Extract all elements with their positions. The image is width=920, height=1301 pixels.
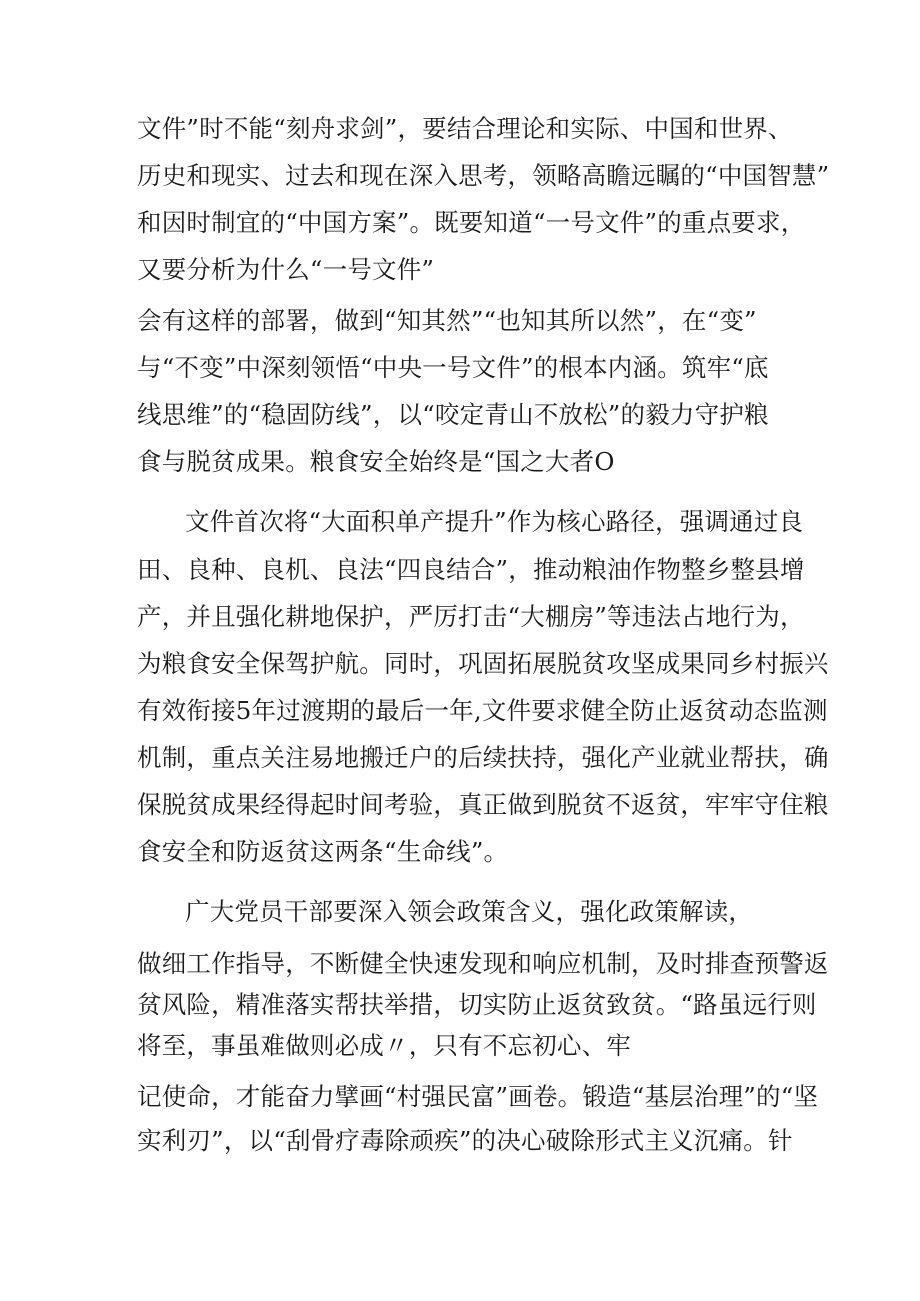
- text-line: 做细工作指导，不断健全快速发现和响应机制，及时排查预警返: [137, 949, 829, 978]
- text-line: 和因时制宜的“中国方案”。既要知道“一号文件”的重点要求，: [137, 208, 806, 237]
- text-line: 为粮食安全保驾护航。同时，巩固拓展脱贫攻坚成果同乡村振兴: [137, 649, 829, 678]
- paragraph-first-line: 文件首次将“大面积单产提升”作为核心路径，强调通过良: [185, 507, 804, 536]
- text-line: 机制，重点关注易地搬迁户的后续扶持，强化产业就业帮扶，确: [137, 743, 829, 772]
- text-line: 文件”时不能“刻舟求剑”，要结合理论和实际、中国和世界、: [137, 114, 793, 143]
- text-line: 又要分析为什么“一号文件”: [137, 255, 435, 284]
- text-line: 线思维”的“稳固防线”，以“咬定青山不放松”的毅力守护粮: [137, 400, 769, 429]
- paragraph-first-line: 广大党员干部要深入领会政策含义，强化政策解读，: [185, 897, 754, 926]
- text-line: 产，并且强化耕地保护，严厉打击“大棚房”等违法占地行为，: [137, 602, 805, 631]
- text-line: 贫风险，精准落实帮扶举措，切实防止返贫致贫。“路虽远行则: [137, 990, 817, 1019]
- text-line: 实利刃”，以“刮骨疗毒除顽疾”的决心破除形式主义沉痛。针: [137, 1126, 793, 1155]
- text-line: 与“不变”中深刻领悟“中央一号文件”的根本内涵。筑牢“底: [137, 353, 769, 382]
- text-line: 田、良种、良机、良法“四良结合”，推动粮油作物整乡整县增: [137, 555, 805, 584]
- text-line: 记使命，才能奋力擘画“村强民富”画卷。锻造“基层治理”的“坚: [137, 1082, 819, 1111]
- text-line: 有效衔接5年过渡期的最后一年,文件要求健全防止返贫动态监测: [137, 696, 828, 725]
- text-line: 会有这样的部署，做到“知其然”“也知其所以然”，在“变”: [137, 306, 757, 335]
- text-line: 食与脱贫成果。粮食安全始终是“国之大者O: [137, 447, 615, 476]
- text-line: 历史和现实、过去和现在深入思考，领略高瞻远瞩的“中国智慧”: [137, 161, 830, 190]
- text-line: 食安全和防返贫这两条“生命线”。: [137, 837, 509, 866]
- text-line: 保脱贫成果经得起时间考验，真正做到脱贫不返贫，牢牢守住粮: [137, 790, 829, 819]
- text-line: 将至，事虽难做则必成〃，只有不忘初心、牢: [137, 1031, 631, 1060]
